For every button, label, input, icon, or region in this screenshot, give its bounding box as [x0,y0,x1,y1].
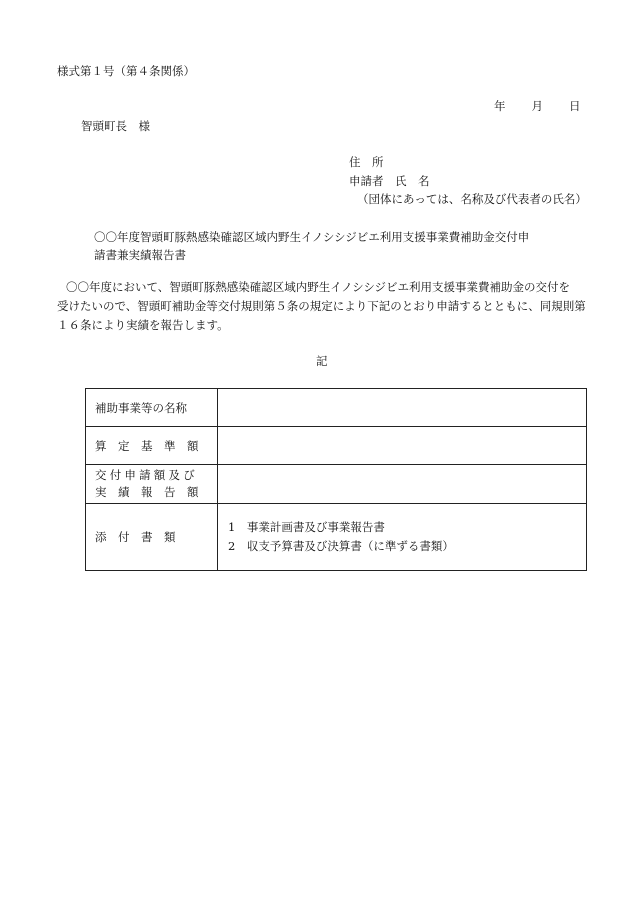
table-row [86,465,587,504]
group-note: （団体にあっては、名称及び代表者の氏名） [357,192,587,206]
body-text-line3: １６条により実績を報告します。 [57,318,229,332]
date-line [494,101,581,113]
form-number: 様式第１号（第４条関係） [57,64,195,78]
table-row [86,504,587,571]
attachments-label: 添 付 書 類 [86,504,218,571]
applicant-name-label: 申請者 氏 名 [349,174,430,188]
body-text-line1: 〇〇年度において、智頭町豚熱感染確認区域内野生イノシシジビエ利用支援事業費補助金の交付を [66,280,571,294]
document-title-line1: 〇〇年度智頭町豚熱感染確認区域内野生イノシシジビエ利用支援事業費補助金交付申 [94,230,530,244]
attachment-item: 1 事業計画書及び事業報告書 [228,520,385,534]
standard-amount-value[interactable] [218,427,587,465]
attachments-list [218,504,587,571]
application-amount-label-line1: 交付申請額及び [95,468,198,482]
attachment-item: 2 収支予算書及び決算書（に準ずる書類） [228,539,454,553]
ki-heading: 記 [316,354,328,368]
project-name-value[interactable] [218,389,587,427]
application-amount-label [86,465,218,504]
body-text-line2: 受けたいので、智頭町補助金等交付規則第５条の規定により下記のとおり申請するとともに、同規則第 [57,299,586,313]
address-label: 住 所 [349,155,384,169]
date-day: 日 [569,99,581,113]
standard-amount-label: 算 定 基 準 額 [86,427,218,465]
date-year: 年 [494,99,506,113]
table-row [86,389,587,427]
project-name-label: 補助事業等の名称 [86,389,218,427]
document-title-line2: 請書兼実績報告書 [94,248,186,262]
addressee: 智頭町長 様 [81,119,150,133]
table-row [86,427,587,465]
date-month: 月 [531,99,543,113]
application-amount-label-line2: 実 績 報 告 額 [95,485,199,499]
application-amount-value[interactable] [218,465,587,504]
application-table [85,388,587,571]
